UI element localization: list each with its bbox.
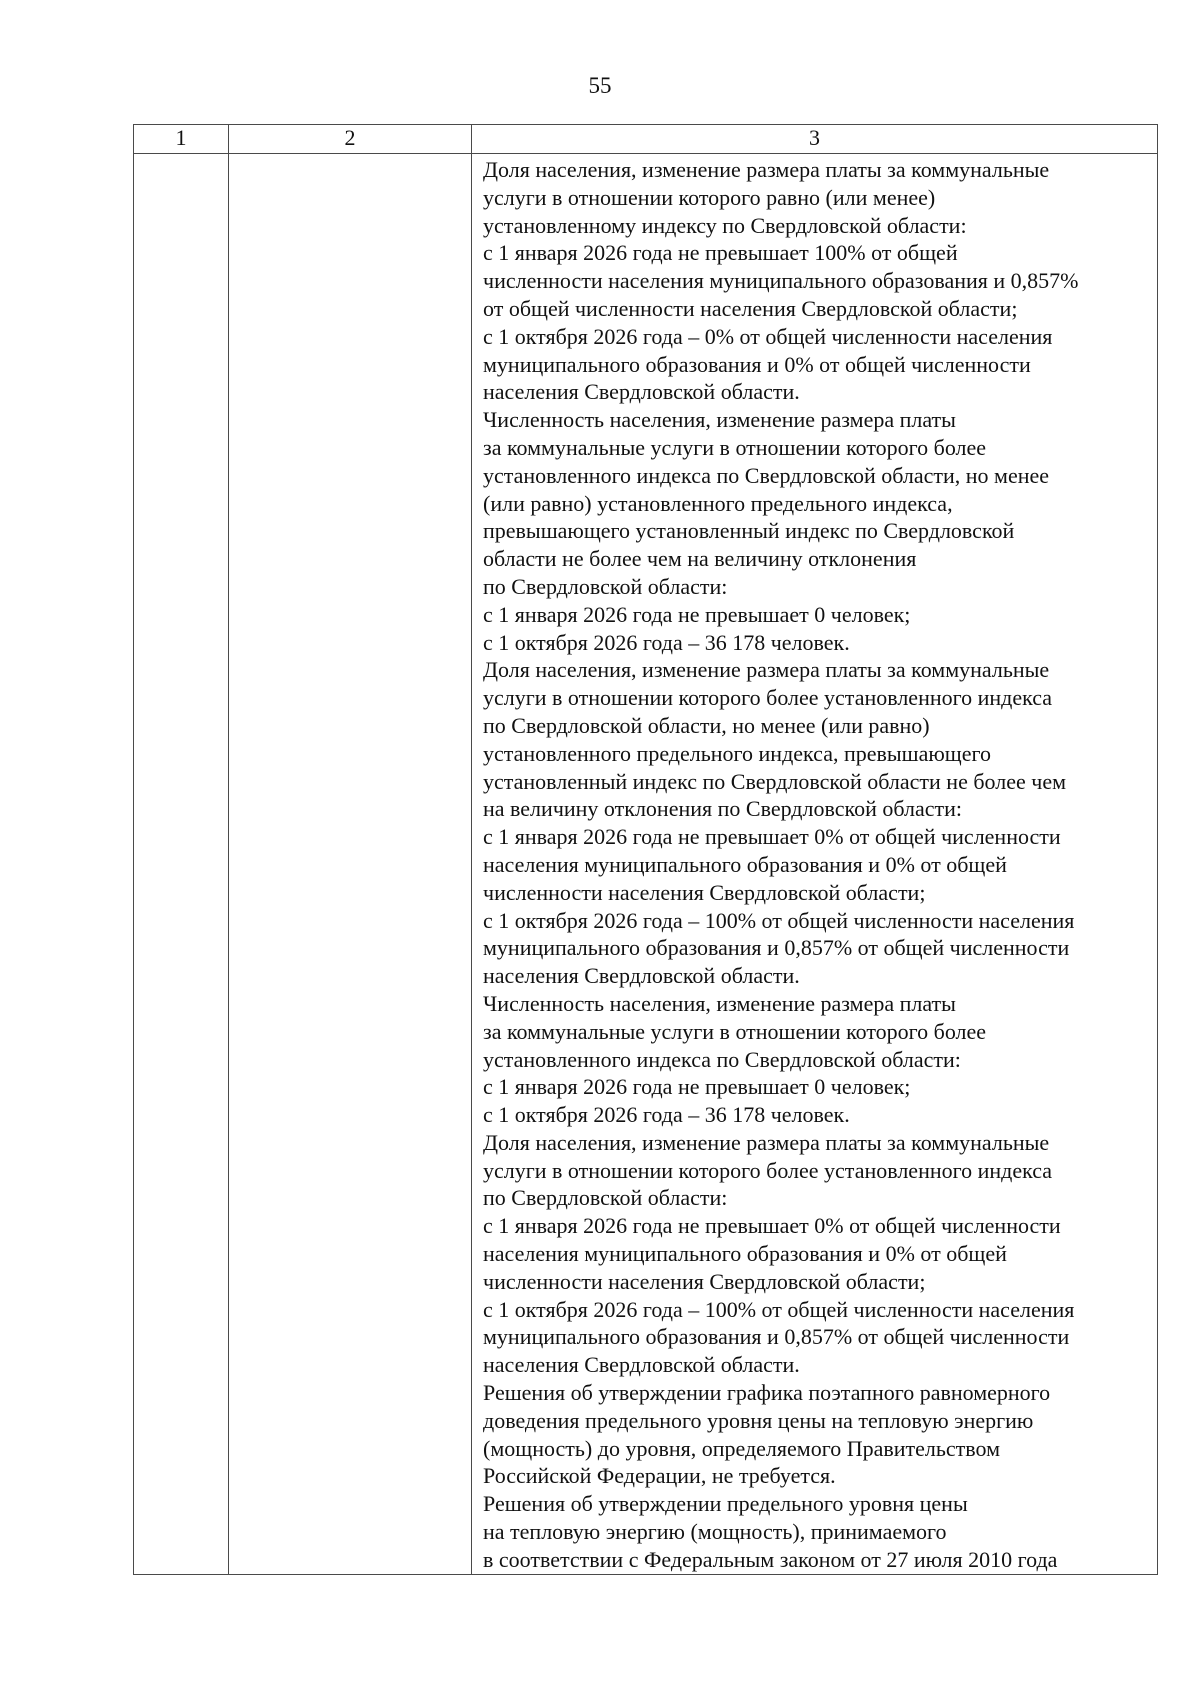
cell-column-3-text xyxy=(472,154,1157,1574)
text-line: превышающего установленный индекс по Свердловской xyxy=(483,518,1015,544)
text-line: численности населения Свердловской области; xyxy=(483,1268,926,1294)
text-line: с 1 октября 2026 года – 100% от общей численности населения xyxy=(483,1296,1075,1322)
text-line: Доля населения, изменение размера платы за коммунальные xyxy=(483,657,1050,683)
text-line: услуги в отношении которого более установленного индекса xyxy=(483,685,1053,711)
page-number: 55 xyxy=(588,73,612,98)
text-line: Численность населения, изменение размера платы xyxy=(483,407,956,433)
text-line: Численность населения, изменение размера платы xyxy=(483,990,956,1016)
text-line: Доля населения, изменение размера платы за коммунальные xyxy=(483,1129,1050,1155)
document-table xyxy=(133,124,1158,1575)
column-header-3: 3 xyxy=(472,125,1158,154)
text-line: муниципального образования и 0% от общей численности xyxy=(483,351,1031,377)
text-line: установленного предельного индекса, превышающего xyxy=(483,740,991,766)
text-line: услуги в отношении которого равно (или менее) xyxy=(483,184,936,210)
text-line: населения Свердловской области. xyxy=(483,379,800,405)
text-line: Решения об утверждении графика поэтапного равномерного xyxy=(483,1380,1051,1406)
text-line: области не более чем на величину отклонения xyxy=(483,546,917,572)
text-line: с 1 октября 2026 года – 0% от общей численности населения xyxy=(483,323,1053,349)
text-line: по Свердловской области, но менее (или равно) xyxy=(483,712,930,738)
text-line: Российской Федерации, не требуется. xyxy=(483,1463,836,1489)
cell-column-1 xyxy=(134,154,229,1575)
text-line: установленного индекса по Свердловской области, но менее xyxy=(483,462,1050,488)
text-line: за коммунальные услуги в отношении которого более xyxy=(483,434,987,460)
text-line: по Свердловской области: xyxy=(483,573,728,599)
text-line: (мощность) до уровня, определяемого Правительством xyxy=(483,1435,1001,1461)
text-line: населения муниципального образования и 0% от общей xyxy=(483,1241,1007,1267)
text-line: с 1 января 2026 года не превышает 100% от общей xyxy=(483,240,958,266)
table-row xyxy=(134,154,1158,1575)
text-line: населения Свердловской области. xyxy=(483,963,800,989)
table-header-row xyxy=(134,125,1158,154)
text-line: с 1 января 2026 года не превышает 0 человек; xyxy=(483,601,911,627)
text-line: (или равно) установленного предельного индекса, xyxy=(483,490,953,516)
text-line: муниципального образования и 0,857% от общей численности xyxy=(483,1324,1070,1350)
text-line: Решения об утверждении предельного уровня цены xyxy=(483,1491,968,1517)
text-line: населения муниципального образования и 0% от общей xyxy=(483,851,1007,877)
text-line: численности населения Свердловской области; xyxy=(483,879,926,905)
column-header-1: 1 xyxy=(134,125,229,154)
text-line: установленного индекса по Свердловской области: xyxy=(483,1046,961,1072)
text-line: от общей численности населения Свердловской области; xyxy=(483,295,1018,321)
column-header-2: 2 xyxy=(229,125,472,154)
text-line: с 1 октября 2026 года – 36 178 человек. xyxy=(483,629,850,655)
text-line: с 1 января 2026 года не превышает 0% от общей численности xyxy=(483,824,1061,850)
text-line: населения Свердловской области. xyxy=(483,1352,800,1378)
text-line: услуги в отношении которого более установленного индекса xyxy=(483,1157,1053,1183)
text-line: Доля населения, изменение размера платы за коммунальные xyxy=(483,157,1050,182)
cell-column-3 xyxy=(472,154,1158,1575)
text-line: установленный индекс по Свердловской области не более чем xyxy=(483,768,1066,794)
text-line: доведения предельного уровня цены на тепловую энергию xyxy=(483,1407,1034,1433)
text-line: с 1 января 2026 года не превышает 0% от общей численности xyxy=(483,1213,1061,1239)
text-line: муниципального образования и 0,857% от общей численности xyxy=(483,935,1070,961)
text-line: численности населения муниципального образования и 0,857% xyxy=(483,268,1079,294)
text-line: на величину отклонения по Свердловской области: xyxy=(483,796,962,822)
text-line: в соответствии с Федеральным законом от 27 июля 2010 года xyxy=(483,1546,1058,1572)
cell-column-2 xyxy=(229,154,472,1575)
text-line: по Свердловской области: xyxy=(483,1185,728,1211)
text-line: на тепловую энергию (мощность), принимаемого xyxy=(483,1519,947,1545)
text-line: с 1 октября 2026 года – 100% от общей численности населения xyxy=(483,907,1075,933)
text-line: за коммунальные услуги в отношении которого более xyxy=(483,1018,987,1044)
text-line: с 1 января 2026 года не превышает 0 человек; xyxy=(483,1074,911,1100)
text-line: установленному индексу по Свердловской области: xyxy=(483,212,967,238)
text-line: с 1 октября 2026 года – 36 178 человек. xyxy=(483,1102,850,1128)
